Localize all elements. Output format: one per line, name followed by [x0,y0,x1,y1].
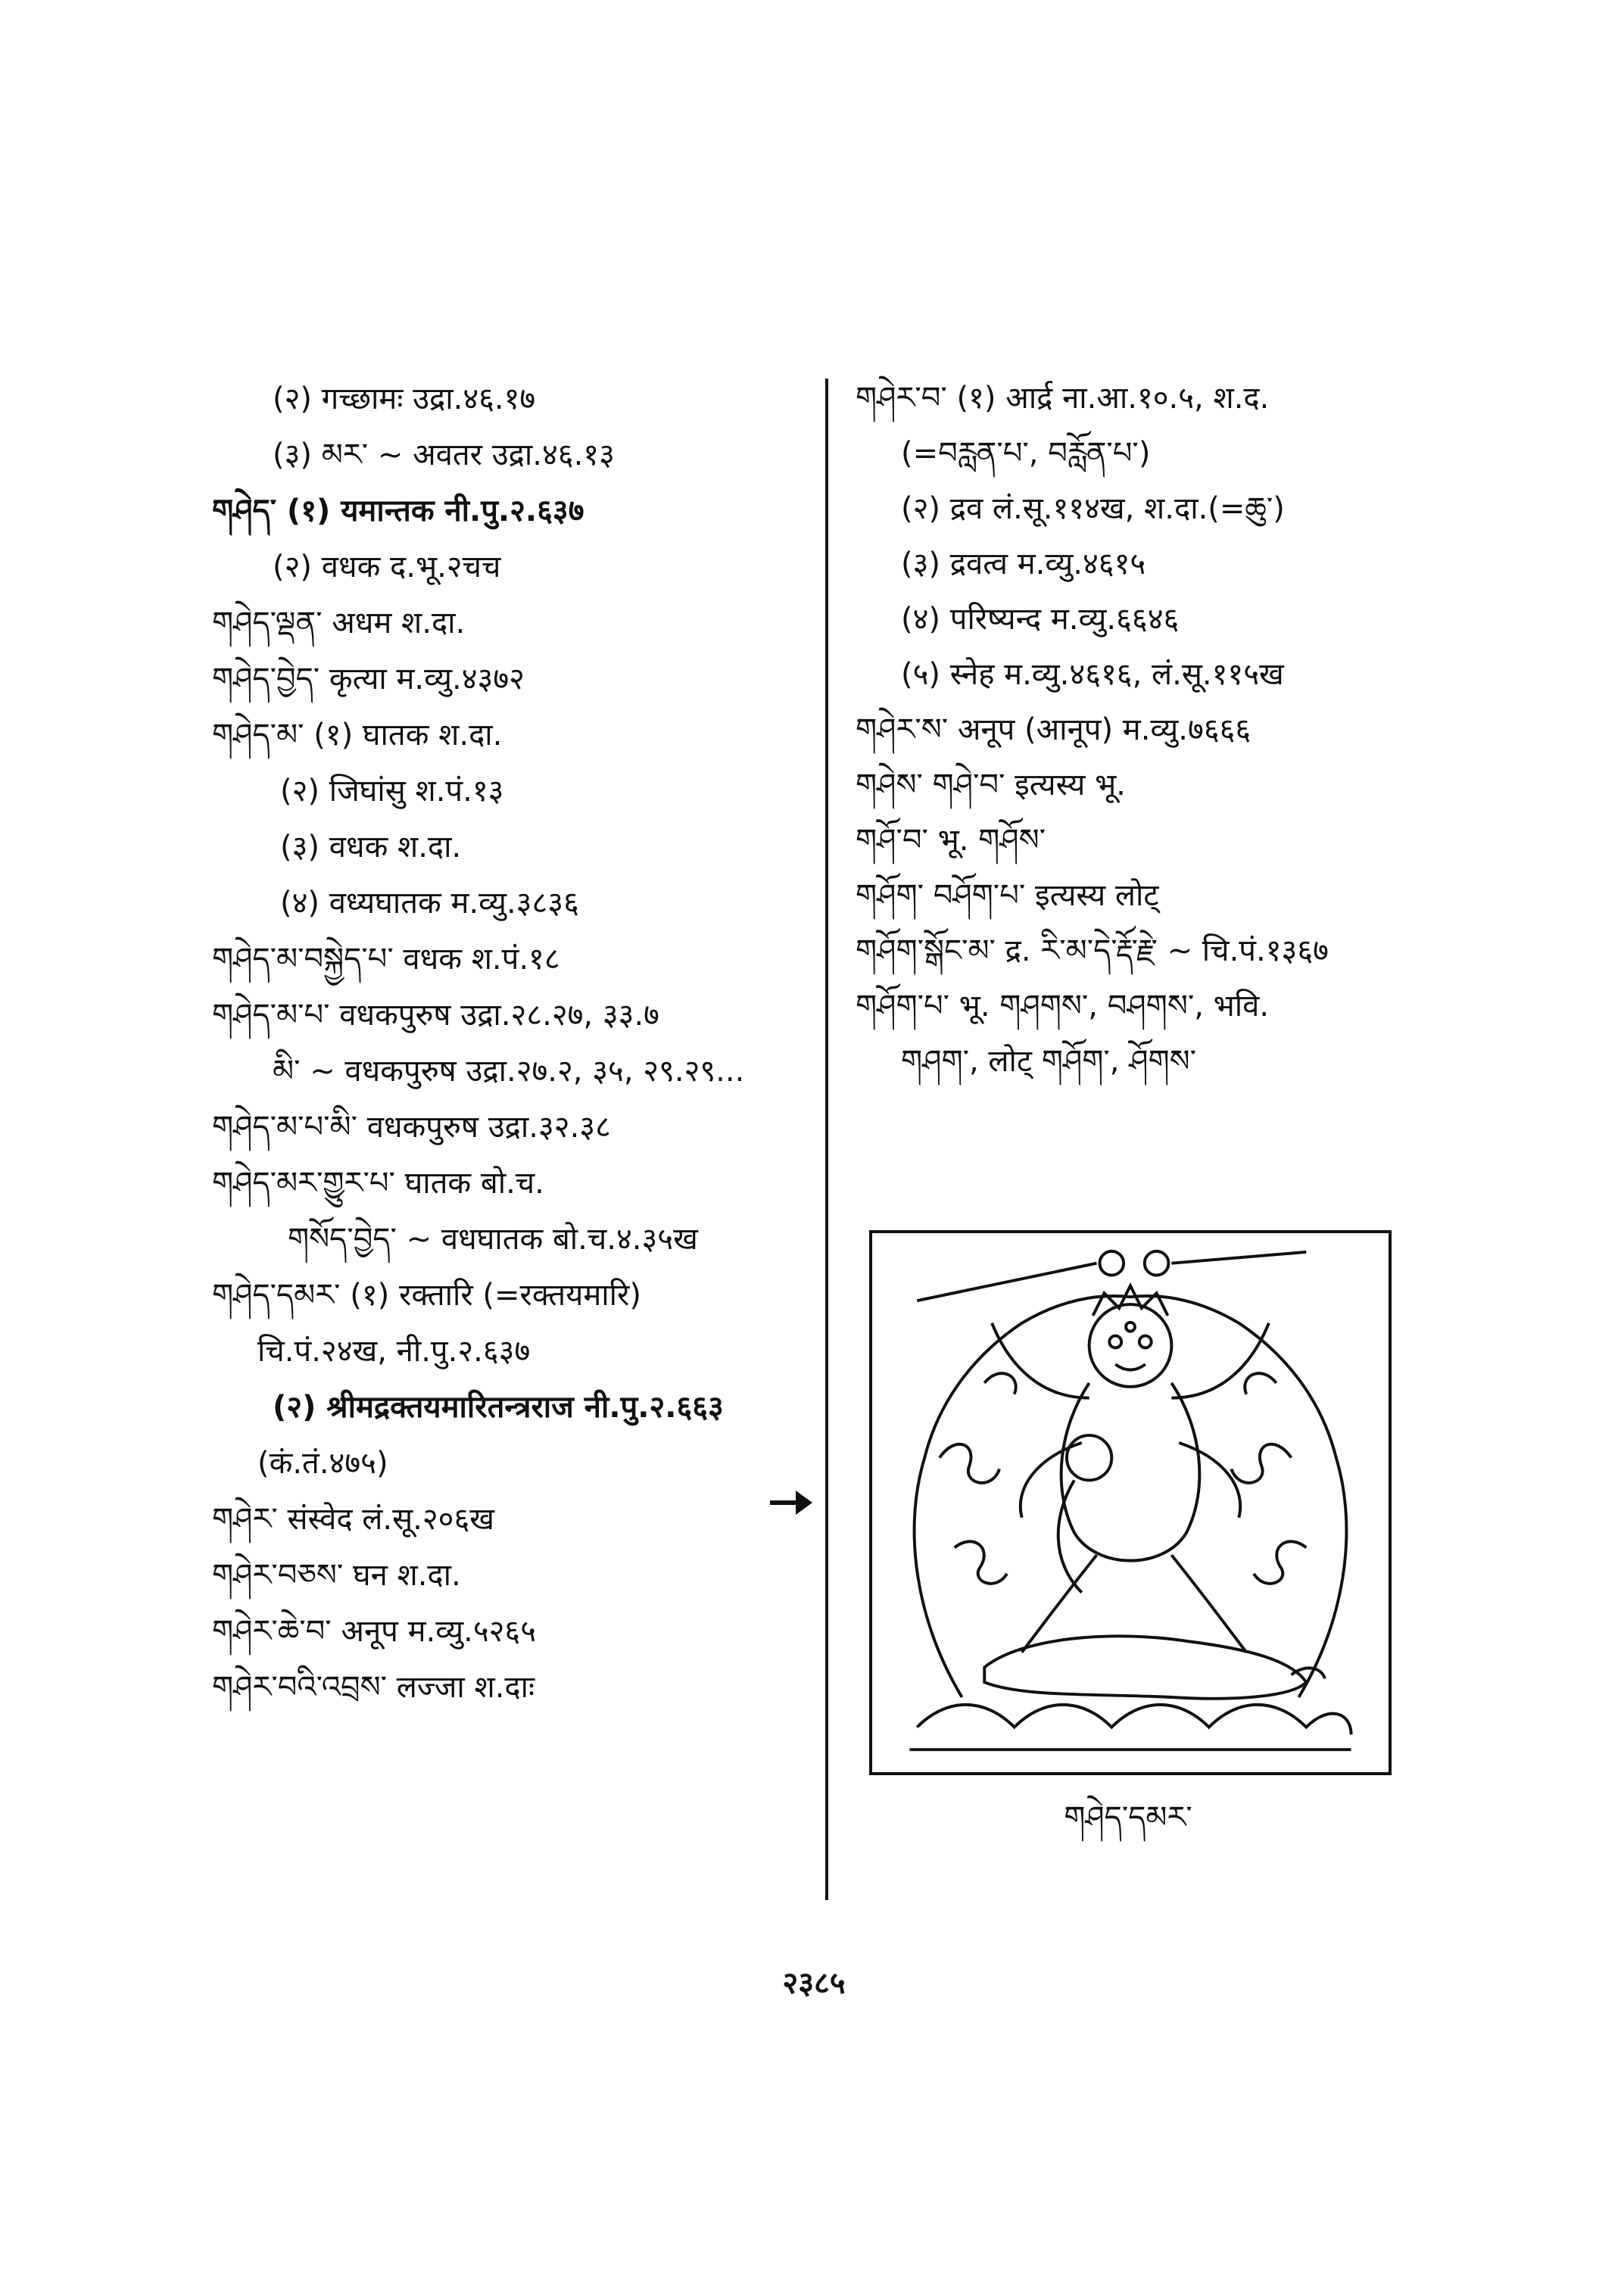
deity-figure-icon [872,1233,1389,1772]
arrow-right-icon [768,1488,814,1518]
entry-line: གཤེད་ (१) यमान्तक नी.पु.२.६३७ [212,494,584,528]
entry-line: (३) द्रवत्व म.व्यु.४६१५ [901,547,1146,581]
entry-line: གཤེད་མ་པ་མི་ वधकपुरुष उद्रा.३२.३८ [212,1110,611,1145]
deity-illustration [869,1230,1392,1775]
entry-line: (४) वध्यघातक म.व्यु.३८३६ [280,886,579,921]
entry-line: གཤེར་ཆེ་བ་ अनूप म.व्यु.५२६५ [212,1614,537,1649]
entry-line: (२) वधक द.भू.२चच [273,550,501,584]
entry-line: (कं.तं.४७५) [257,1446,388,1481]
entry-line: གཤེར་ས་ अनूप (आनूप) म.व्यु.७६६६ [856,712,1252,747]
entry-line: གཤོག་སྒོང་མ་ द्र. རི་མ་དེ་རྡོ་རྗེ་ ~ चि.पं.१३६७ [856,933,1329,968]
entry-line: གཤེད་མར་གྱུར་པ་ घातक बो.च. [212,1166,544,1201]
entry-line: གཤེད་དམར་ (१) रक्तारि (=रक्तयमारि) [212,1278,641,1313]
entry-line: (२) जिघांसु श.पं.१३ [280,774,504,808]
entry-line: གཤེར་ संस्वेद लं.सू.२०६ख [212,1502,494,1537]
entry-line: (४) परिष्यन्द म.व्यु.६६४६ [901,602,1180,637]
entry-line: གཤེར་བའི་འབྲས་ लज्जा श.दाः [212,1670,535,1705]
entry-line: གཤེད་མ་བསྐྱེད་པ་ वधक श.पं.१८ [212,942,560,977]
entry-line: (२) गच्छामः उद्रा.४६.१७ [273,382,536,416]
entry-line: གཤེད་མ་ (१) घातक श.दा. [212,718,503,752]
entry-line: (=བརླན་པ་, བརློན་པ་) [901,436,1151,471]
entry-line: चि.पं.२४ख, नी.पु.२.६३७ [257,1334,531,1369]
entry-line: གཤེད་ལྡན་ अधम श.दा. [212,606,466,640]
entry-line: (३) वधक श.दा. [280,830,462,865]
entry-line: གཤོག་ བཤོག་པ་ इत्यस्य लोट् [856,878,1159,913]
column-divider [825,379,828,1900]
entry-line: གཤེར་བ་ (१) आर्द्र ना.आ.१०.५, श.द. [856,381,1270,416]
entry-line: གཤོ་བ་ भू. གཤོས་ [856,823,1046,858]
entry-line: (५) स्नेह म.व्यु.४६१६, लं.सू.११५ख [901,657,1284,692]
entry-line: གཤེས་ གཤེ་བ་ इत्यस्य भू. [856,768,1126,802]
entry-line: གཤག་, लोट् གཤོག་, ཤོགས་ [901,1044,1197,1079]
entry-line: གཤེད་མ་པ་ वधकपुरुष उद्रा.२८.२७, ३३.७ [212,998,659,1033]
entry-line: གཤོག་པ་ भू. གཤགས་, བཤགས་, भवि. [856,989,1270,1023]
entry-line: གཤེར་བཅས་ घन श.दा. [212,1558,461,1593]
right-column [856,371,1454,1089]
entry-line: གཤེད་བྱེད་ कृत्या म.व्यु.४३७२ [212,662,525,696]
left-column [212,371,818,1715]
entry-line: མི་ ~ वधकपुरुष उद्रा.२७.२, ३५, २९.२९... [273,1054,745,1089]
page-number: २३८५ [782,1966,846,2001]
figure-caption: གཤེད་དམར་ [1064,1800,1192,1835]
entry-line: གསོད་བྱེད་ ~ वधघातक बो.च.४.३५ख [288,1222,698,1257]
entry-line: (३) མར་ ~ अवतर उद्रा.४६.१३ [273,438,615,472]
entry-line: (२) श्रीमद्रक्तयमारितन्त्रराज नी.पु.२.६६३ [273,1390,724,1425]
entry-line: (२) द्रव लं.सू.११४ख, श.दा.(=ཆུ་) [901,491,1285,526]
